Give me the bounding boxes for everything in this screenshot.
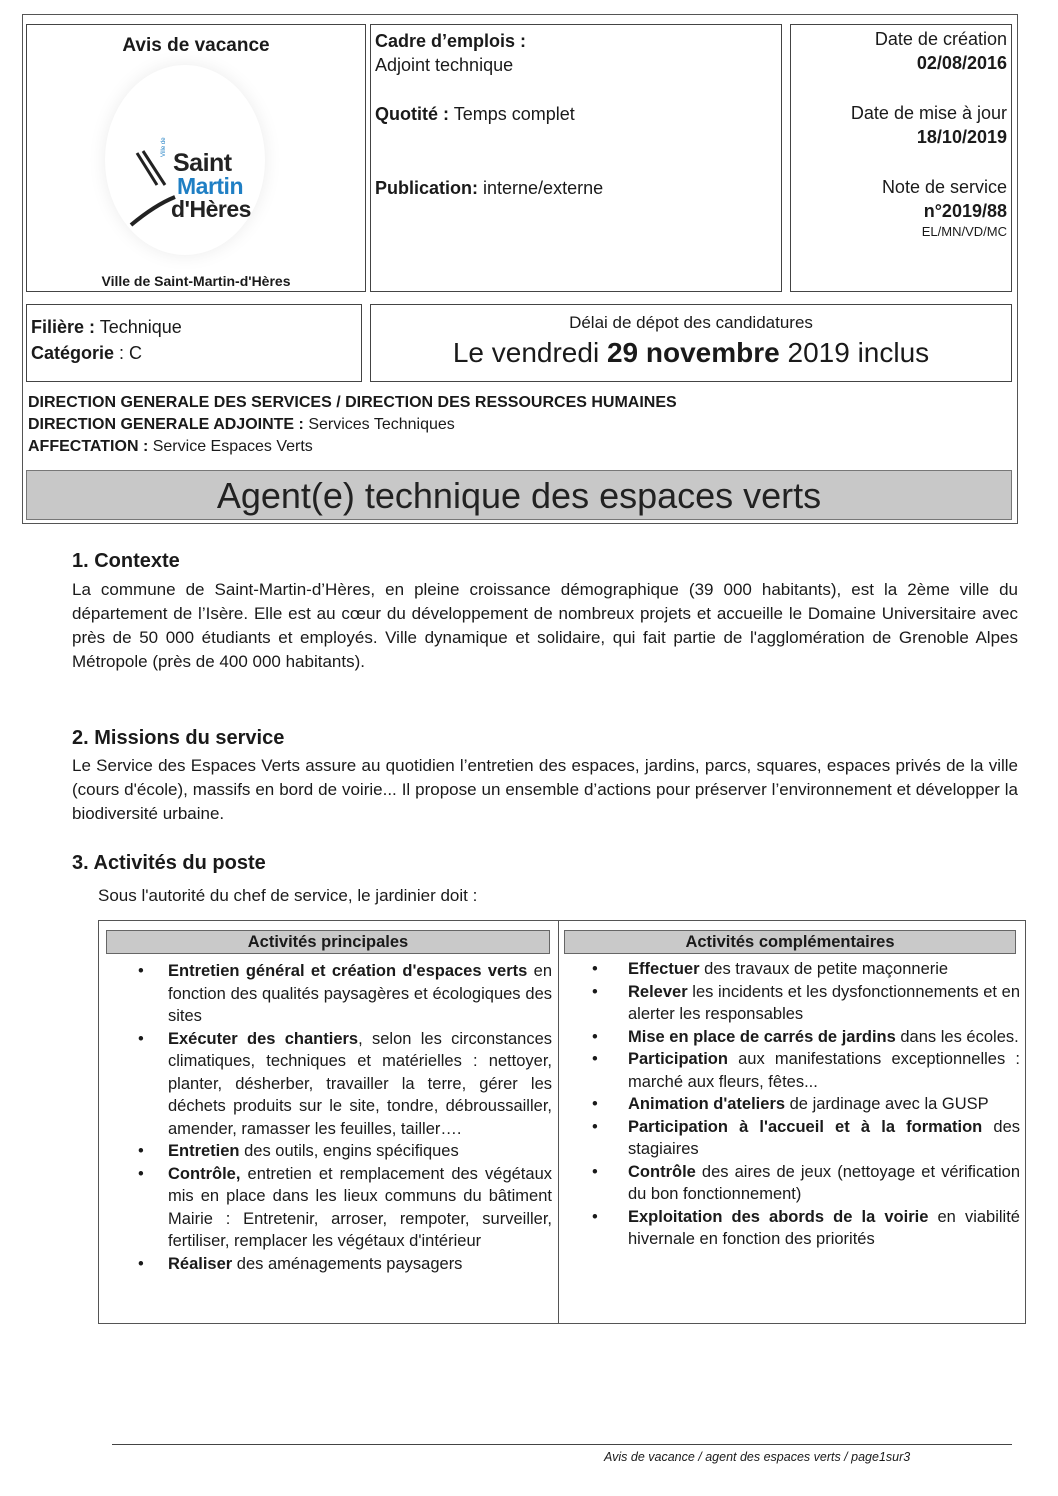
quotite-label: Quotité : <box>375 104 449 124</box>
activity-item-text: les incidents et les dysfonctionnements et en alerter les responsables <box>628 982 1020 1023</box>
activity-item <box>102 1028 552 1141</box>
delai-label: Délai de dépot des candidatures <box>569 313 813 332</box>
section-2-text: Le Service des Espaces Verts assure au quotidien l’entretien des espaces, jardins, parcs, squares, espaces privés de la ville (cours d'école), massifs en bord de voirie... Il propose un ensemble d’actions pour préserver l’environnement et développer la biodiversité urbaine. <box>72 756 1018 823</box>
activity-item-bold: Entretien général et création d'espaces verts <box>168 962 528 980</box>
activity-item-bold: Exécuter des chantiers <box>168 1029 359 1048</box>
activity-item <box>562 958 1020 981</box>
activity-item-bold: Relever <box>628 982 688 1001</box>
dga-label: DIRECTION GENERALE ADJOINTE : <box>28 416 304 433</box>
logo-saint: Saint <box>173 149 232 177</box>
activity-item <box>562 1206 1020 1251</box>
table-divider <box>558 920 559 1324</box>
dates-box <box>790 24 1012 292</box>
affectation-label: AFFECTATION : <box>28 438 149 455</box>
categorie-value: : C <box>119 343 143 363</box>
dga-line <box>28 416 455 434</box>
activity-item-bold: Contrôle, <box>168 1164 241 1183</box>
col2-list <box>562 958 1020 1251</box>
activity-item-bold: Réaliser <box>168 1254 233 1273</box>
dga-value: Services Techniques <box>308 416 455 433</box>
filiere-label: Filière : <box>31 317 96 337</box>
activity-item <box>562 1116 1020 1161</box>
cadre-label: Cadre d’emplois : <box>375 31 527 51</box>
filiere-box <box>26 304 362 382</box>
activity-item <box>102 1253 552 1276</box>
activity-item-bold: Contrôle <box>628 1162 696 1181</box>
activity-item-bold: Participation <box>628 1050 728 1068</box>
avis-title: Avis de vacance <box>122 35 270 56</box>
cadre-value: Adjoint technique <box>375 55 514 75</box>
cadre-box <box>370 24 782 292</box>
activity-item-text: des stagiaires <box>628 1117 1020 1158</box>
quotite-value: Temps complet <box>453 104 575 124</box>
ville-caption: Ville de Saint-Martin-d'Hères <box>101 273 291 289</box>
footer-rule <box>112 1444 1012 1445</box>
activity-item <box>562 1026 1020 1049</box>
activity-item-bold: Effectuer <box>628 960 700 978</box>
logo-ville-de: Ville de <box>161 137 167 157</box>
logo-heres: d'Hères <box>171 196 251 222</box>
job-title-band <box>26 470 1012 520</box>
note-value: n°2019/88 <box>923 201 1007 221</box>
section-3-intro: Sous l'autorité du chef de service, le jardinier doit : <box>98 886 478 905</box>
activity-item-bold: Entretien <box>168 1142 240 1160</box>
note-ref: EL/MN/VD/MC <box>921 224 1007 239</box>
note-label: Note de service <box>881 177 1007 197</box>
date-creation-label: Date de création <box>874 29 1007 49</box>
activity-item <box>562 981 1020 1026</box>
delai-pre: Le vendredi <box>452 337 600 368</box>
activity-item-text: des travaux de petite maçonnerie <box>699 960 949 978</box>
activity-item-bold: Participation à l'accueil et à la formation <box>628 1117 983 1136</box>
delai-date <box>371 337 1011 369</box>
date-maj-label: Date de mise à jour <box>850 103 1007 123</box>
activity-item-text: dans les écoles. <box>895 1027 1019 1046</box>
categorie-line <box>31 343 142 364</box>
date-maj-value: 18/10/2019 <box>916 127 1007 147</box>
activity-item <box>562 1093 1020 1116</box>
col2-header: Activités complémentaires <box>564 930 1016 954</box>
filiere-line <box>31 317 182 338</box>
delai-bold: 29 novembre <box>606 337 780 368</box>
activity-item-bold: Mise en place de carrés de jardins <box>628 1027 896 1046</box>
categorie-label: Catégorie <box>31 343 115 363</box>
affectation-line <box>28 438 313 456</box>
affectation-value: Service Espaces Verts <box>152 438 313 455</box>
publication-label: Publication: <box>375 178 478 198</box>
section-2-title: 2. Missions du service <box>72 727 285 749</box>
activity-item <box>102 1163 552 1253</box>
activity-item-bold: Animation d'ateliers <box>628 1095 786 1113</box>
logo-martin: Martin <box>177 173 243 199</box>
activity-item-text: entretien et remplacement des végétaux mis en place dans les lieux communs du bâtiment Mairie : Entretenir, arroser, rempoter, surveiller, fertiliser, remplacer les végétaux d'intérieur <box>168 1164 552 1250</box>
logo-box <box>26 24 366 292</box>
activity-item-text: de jardinage avec la GUSP <box>785 1095 989 1113</box>
col1-list <box>102 960 552 1275</box>
activity-item <box>562 1048 1020 1093</box>
section-3-title: 3. Activités du poste <box>72 852 266 874</box>
activity-item-text: aux manifestations exceptionnelles : marché aux fleurs, fêtes... <box>628 1050 1020 1091</box>
delai-post: 2019 inclus <box>787 337 930 368</box>
filiere-value: Technique <box>99 317 182 337</box>
activity-item-text: en viabilité hivernale en fonction des priorités <box>628 1207 1020 1248</box>
activity-item-text: en fonction des qualités paysagères et écologiques des sites <box>168 962 552 1025</box>
delai-box <box>370 304 1012 382</box>
section-1-title: 1. Contexte <box>72 550 180 572</box>
footer-text: Avis de vacance / agent des espaces verts / page1sur3 <box>604 1450 911 1464</box>
job-title: Agent(e) technique des espaces verts <box>216 475 822 516</box>
activity-item-bold: Exploitation des abords de la voirie <box>628 1207 929 1226</box>
direction-line: DIRECTION GENERALE DES SERVICES / DIRECTION DES RESSOURCES HUMAINES <box>28 394 677 411</box>
logo <box>105 65 265 255</box>
date-creation-value: 02/08/2016 <box>916 53 1007 73</box>
activity-item <box>102 960 552 1028</box>
activity-item-text: des aires de jeux (nettoyage et vérification du bon fonctionnement) <box>628 1162 1020 1203</box>
quotite-line <box>375 104 575 125</box>
publication-value: interne/externe <box>483 178 604 198</box>
section-1-text: La commune de Saint-Martin-d’Hères, en pleine croissance démographique (39 000 habitants), est la 2ème ville du département de l’Isère. Elle est au cœur du développement de nombreux projets et accueille le Domaine Universitaire avec près de 50 000 étudiants et employés. Ville dynamique et solidaire, qui fait partie de l'agglomération de Grenoble Alpes Métropole (près de 400 000 habitants). <box>72 580 1018 671</box>
activity-item <box>562 1161 1020 1206</box>
publication-line <box>375 178 603 199</box>
activity-item-text: , selon les circonstances climatiques, techniques et matérielles : nettoyer, planter, désherber, travailler la terre, gérer les déchets produits sur le site, tondre, débroussailler, amender, ramasser les feuilles, tailler…. <box>168 1029 552 1138</box>
activity-item <box>102 1140 552 1163</box>
activity-item-text: des aménagements paysagers <box>232 1254 463 1273</box>
col1-header: Activités principales <box>106 930 550 954</box>
activity-item-text: des outils, engins spécifiques <box>239 1142 459 1160</box>
